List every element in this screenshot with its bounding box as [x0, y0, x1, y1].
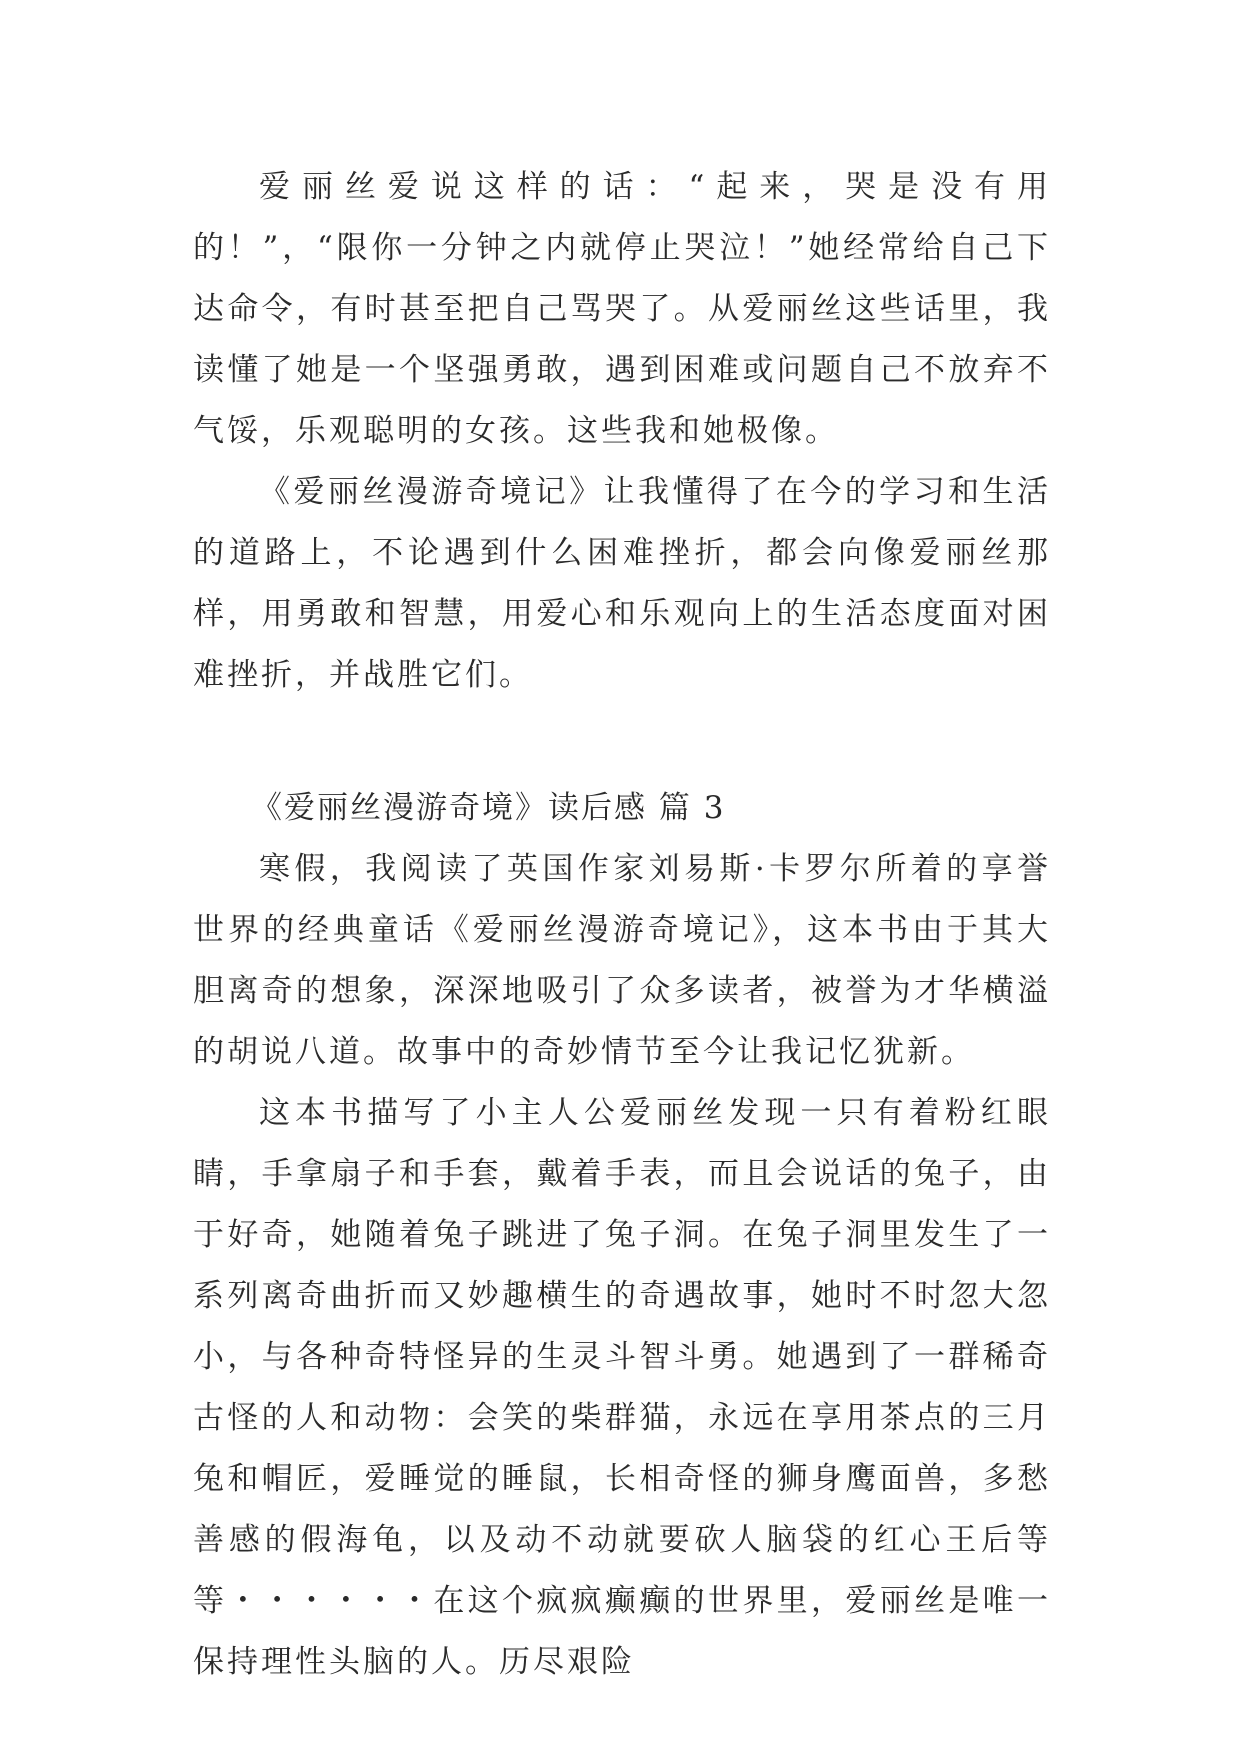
paragraph-lesson-learned: 《爱丽丝漫游奇境记》让我懂得了在今的学习和生活的道路上，不论遇到什么困难挫折，都会向像爱丽丝那样，用勇敢和智慧，用爱心和乐观向上的生活态度面对困难挫折，并战胜它们。 [193, 474, 1051, 693]
paragraph-winter-reading: 寒假，我阅读了英国作家刘易斯·卡罗尔所着的享誉世界的经典童话《爱丽丝漫游奇境记》，这本书由于其大胆离奇的想象，深深地吸引了众多读者，被誉为才华横溢的胡说八道。故事中的奇妙情节至今让我记忆犹新。 [193, 851, 1051, 1070]
paragraph-story-summary: 这本书描写了小主人公爱丽丝发现一只有着粉红眼睛，手拿扇子和手套，戴着手表，而且会说话的兔子，由于好奇，她随着兔子跳进了兔子洞。在兔子洞里发生了一系列离奇曲折而又妙趣横生的奇遇故事，她时不时忽大忽小，与各种奇特怪异的生灵斗智斗勇。她遇到了一群稀奇古怪的人和动物：会笑的柴群猫，永远在享用茶点的三月兔和帽匠，爱睡觉的睡鼠，长相奇怪的狮身鹰面兽，多愁善感的假海龟，以及动不动就要砍人脑袋的红心王后等等・・・・・・在这个疯疯癫癫的世界里，爱丽丝是唯一保持理性头脑的人。历尽艰险 [193, 1095, 1051, 1680]
section-heading: 《爱丽丝漫游奇境》读后感 篇 3 [251, 790, 726, 826]
section-spacer [193, 706, 1051, 778]
paragraph-alice-sayings: 爱丽丝爱说这样的话：“起来，哭是没有用的！”，“限你一分钟之内就停止哭泣！”她经常给自己下达命令，有时甚至把自己骂哭了。从爱丽丝这些话里，我读懂了她是一个坚强勇敢，遇到困难或问题自己不放弃不气馁，乐观聪明的女孩。这些我和她极像。 [193, 169, 1051, 449]
document-body [193, 157, 1051, 1693]
